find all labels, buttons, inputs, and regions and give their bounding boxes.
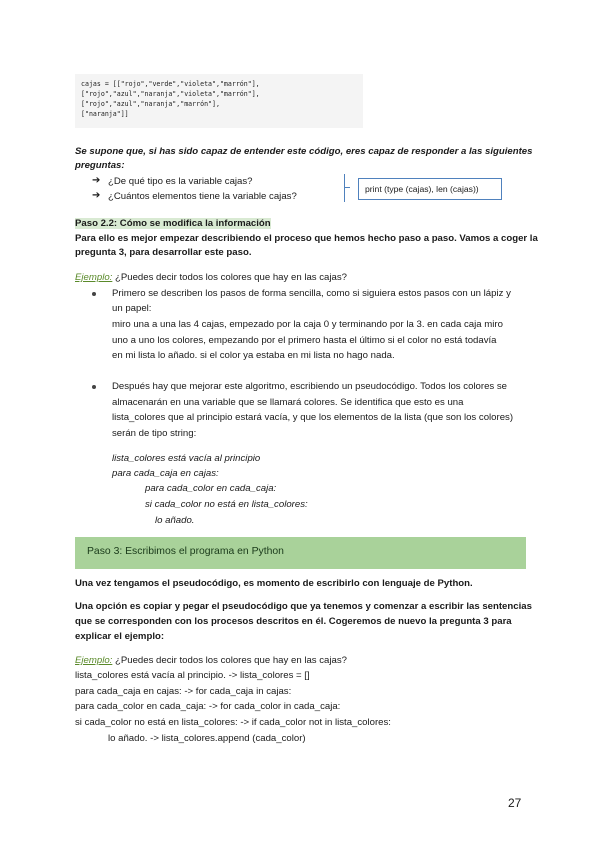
- code-line: ["rojo","azul","naranja","violeta","marrón"],: [81, 90, 260, 98]
- code-block: [75, 74, 363, 128]
- intro-line: Se supone que, si has sido capaz de entender este código, eres capaz de responder a las siguientes: [75, 146, 533, 157]
- arrow-icon: ➔: [92, 190, 101, 201]
- bullet-icon: [92, 385, 96, 389]
- paragraph-line: Para ello es mejor empezar describiendo el proceso que hemos hecho paso a paso. Vamos a coger la: [75, 233, 538, 244]
- bullet-line: uno a uno los colores, empezando por el primero hasta el último si el color no está todavía: [112, 335, 497, 346]
- question-1: ¿De qué tipo es la variable cajas?: [108, 176, 253, 187]
- paragraph-line: Una vez tengamos el pseudocódigo, es momento de escribirlo con lenguaje de Python.: [75, 578, 473, 589]
- section-title: [75, 217, 271, 230]
- pseudocode-line: lo añado.: [155, 515, 195, 526]
- code-translation-line: lista_colores está vacía al principio. -> lista_colores = []: [75, 670, 310, 681]
- intro-line: preguntas:: [75, 160, 125, 171]
- question-2: ¿Cuántos elementos tiene la variable cajas?: [108, 191, 297, 202]
- bullet-line: miro una a una las 4 cajas, empezado por la caja 0 y terminando por la 3. en cada caja miro: [112, 319, 503, 330]
- example-text: ¿Puedes decir todos los colores que hay en las cajas?: [112, 655, 347, 666]
- bullet-line: serán de tipo string:: [112, 428, 197, 439]
- pseudocode-line: lista_colores está vacía al principio: [112, 453, 261, 464]
- example-line: [75, 271, 347, 284]
- example-label: Ejemplo:: [75, 655, 113, 666]
- pseudocode-line: si cada_color no está en lista_colores:: [145, 499, 308, 510]
- example-label: Ejemplo:: [75, 272, 113, 283]
- code-line: cajas = [["rojo","verde","violeta","marrón"],: [81, 80, 260, 88]
- bracket-connector: [344, 174, 355, 202]
- code-line: ["naranja"]]: [81, 110, 129, 118]
- bullet-line: Primero se describen los pasos de forma sencilla, como si siguiera estos pasos con un lápiz y: [112, 288, 511, 299]
- code-translation-line: lo añado. -> lista_colores.append (cada_color): [108, 733, 306, 744]
- print-box: print (type (cajas), len (cajas)): [358, 178, 502, 200]
- bullet-line: un papel:: [112, 303, 152, 314]
- paragraph-line: explicar el ejemplo:: [75, 631, 165, 642]
- page-number: 27: [508, 796, 522, 810]
- example-line: [75, 654, 347, 667]
- bullet-line: lista_colores que al principio estará vacía, y que los elementos de la lista (que son los colores): [112, 412, 514, 423]
- paragraph-line: pregunta 3, para desarrollar este paso.: [75, 247, 252, 258]
- bullet-icon: [92, 292, 96, 296]
- section-title-text: Paso 2.2: Cómo se modifica la información: [75, 218, 271, 229]
- pseudocode-line: para cada_color en cada_caja:: [145, 483, 277, 494]
- section-banner-title: Paso 3: Escribimos el programa en Python: [87, 546, 284, 557]
- paragraph-line: Una opción es copiar y pegar el pseudocódigo que ya tenemos y comenzar a escribir las sentencias: [75, 601, 532, 612]
- example-text: ¿Puedes decir todos los colores que hay en las cajas?: [112, 272, 347, 283]
- section-banner: [75, 537, 526, 569]
- code-translation-line: para cada_caja en cajas: -> for cada_caja in cajas:: [75, 686, 292, 697]
- bullet-line: Después hay que mejorar este algoritmo, escribiendo un pseudocódigo. Todos los colores se: [112, 381, 507, 392]
- code-translation-line: para cada_color en cada_caja: -> for cada_color in cada_caja:: [75, 701, 341, 712]
- pseudocode-line: para cada_caja en cajas:: [112, 468, 219, 479]
- bullet-line: en mi lista lo añado. si el color ya estaba en mi lista no hago nada.: [112, 350, 395, 361]
- code-line: ["rojo","azul","naranja","marrón"],: [81, 100, 220, 108]
- bullet-line: almacenarán en una variable que se llamará colores. Se identifica que esto es una: [112, 397, 464, 408]
- arrow-icon: ➔: [92, 175, 101, 186]
- paragraph-line: que se corresponden con los procesos descritos en él. Cogeremos de nuevo la pregunta 3 para: [75, 616, 512, 627]
- code-translation-line: si cada_color no está en lista_colores: -> if cada_color not in lista_colores:: [75, 717, 391, 728]
